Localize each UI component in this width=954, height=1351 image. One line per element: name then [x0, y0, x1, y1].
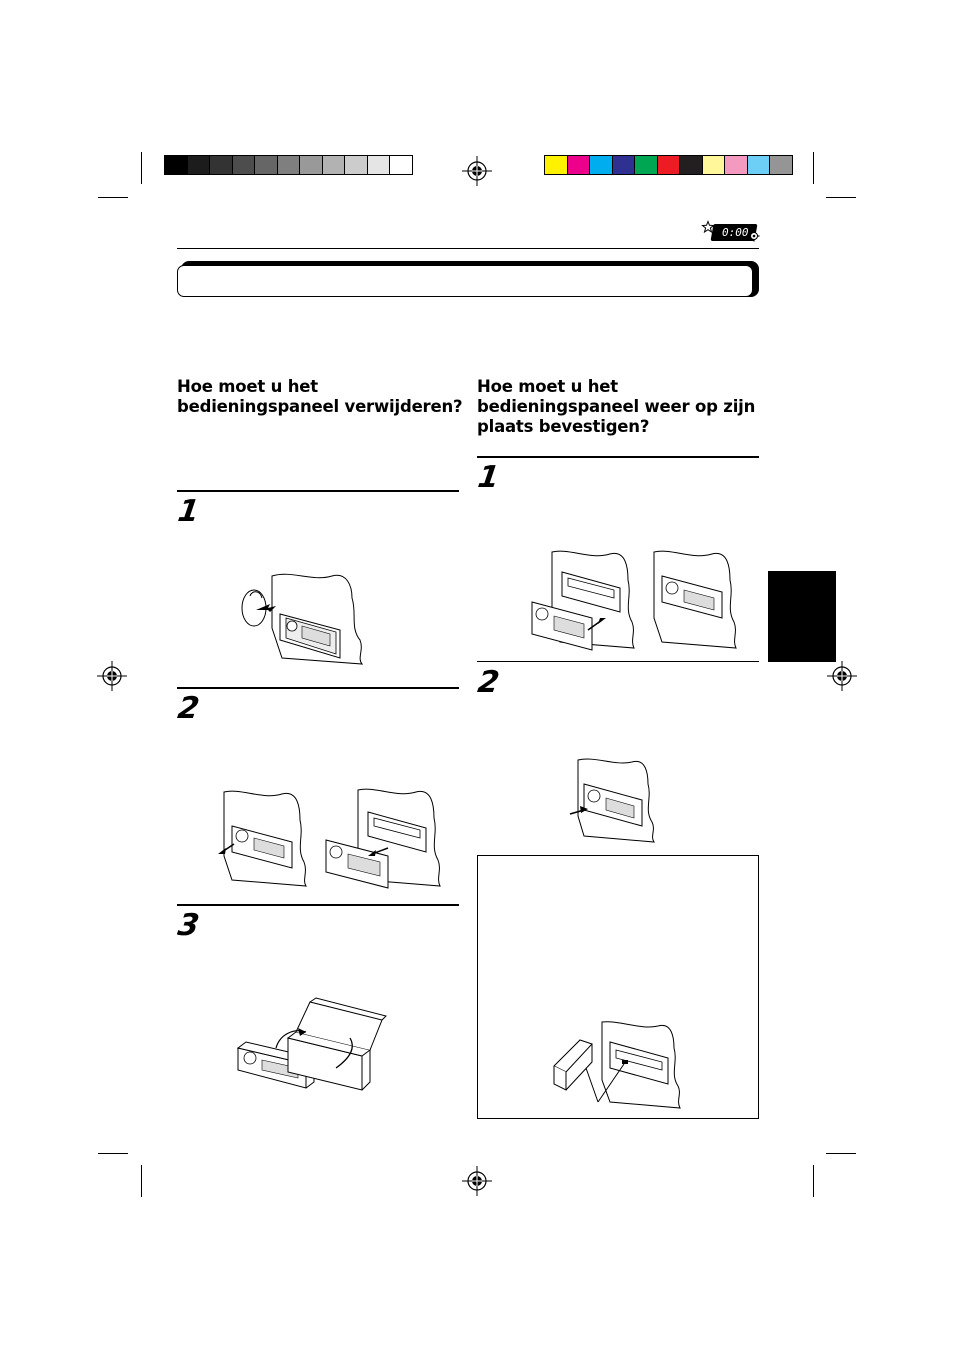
- illustration-finger-pressing-release-button: [232, 568, 372, 666]
- step-rule: [177, 490, 459, 492]
- crop-mark: [813, 152, 814, 184]
- crop-mark: [826, 197, 856, 198]
- crop-mark: [98, 197, 128, 198]
- crop-mark: [141, 1165, 142, 1197]
- registration-target-icon: [462, 1166, 492, 1196]
- calibration-swatch: [389, 155, 413, 175]
- calibration-swatch: [657, 155, 681, 175]
- step-number: 1: [175, 494, 202, 529]
- step-number: 2: [175, 691, 202, 726]
- calibration-swatch: [679, 155, 703, 175]
- illustration-panel-detaching-from-unit: [212, 786, 444, 894]
- step-number: 1: [475, 460, 502, 495]
- illustration-panel-inserting-into-unit: [530, 548, 748, 654]
- right-column-title: Hoe moet u het bedieningspaneel weer op zijn plaats bevestigen?: [477, 377, 756, 436]
- calibration-swatch: [232, 155, 256, 175]
- calibration-swatch: [567, 155, 591, 175]
- calibration-swatch: [612, 155, 636, 175]
- illustration-panel-connector-terminals: [552, 1020, 692, 1110]
- step-rule: [477, 456, 759, 458]
- crop-mark: [141, 152, 142, 184]
- illustration-panel-pressed-into-place: [570, 756, 666, 842]
- gear-icon: [748, 230, 760, 242]
- step-number: 3: [175, 908, 202, 943]
- calibration-swatch: [589, 155, 613, 175]
- calibration-swatch: [634, 155, 658, 175]
- illustration-panel-into-carrying-case: [236, 998, 386, 1090]
- registration-target-icon: [97, 661, 127, 691]
- calibration-swatch: [254, 155, 278, 175]
- calibration-swatch: [769, 155, 793, 175]
- registration-target-icon: [462, 156, 492, 186]
- calibration-swatch: [344, 155, 368, 175]
- calibration-swatch: [702, 155, 726, 175]
- calibration-swatch: [724, 155, 748, 175]
- language-tab: [768, 571, 836, 662]
- crop-mark: [813, 1165, 814, 1197]
- left-column-title: Hoe moet u het bedieningspaneel verwijderen?: [177, 377, 463, 416]
- calibration-swatch: [544, 155, 568, 175]
- step-rule: [177, 687, 459, 689]
- calibration-swatch: [187, 155, 211, 175]
- crop-mark: [98, 1153, 128, 1154]
- calibration-swatch: [747, 155, 771, 175]
- header-rule: [177, 248, 759, 249]
- calibration-swatch: [367, 155, 391, 175]
- calibration-swatch: [277, 155, 301, 175]
- calibration-swatch: [322, 155, 346, 175]
- calibration-swatch: [209, 155, 233, 175]
- registration-target-icon: [827, 661, 857, 691]
- step-rule: [477, 661, 759, 662]
- clock-display-text: 0:00: [722, 226, 749, 239]
- section-title-bar: [177, 265, 753, 297]
- crop-mark: [826, 1153, 856, 1154]
- step-rule: [177, 904, 459, 906]
- calibration-swatch: [299, 155, 323, 175]
- step-number: 2: [475, 665, 502, 700]
- calibration-swatch: [164, 155, 188, 175]
